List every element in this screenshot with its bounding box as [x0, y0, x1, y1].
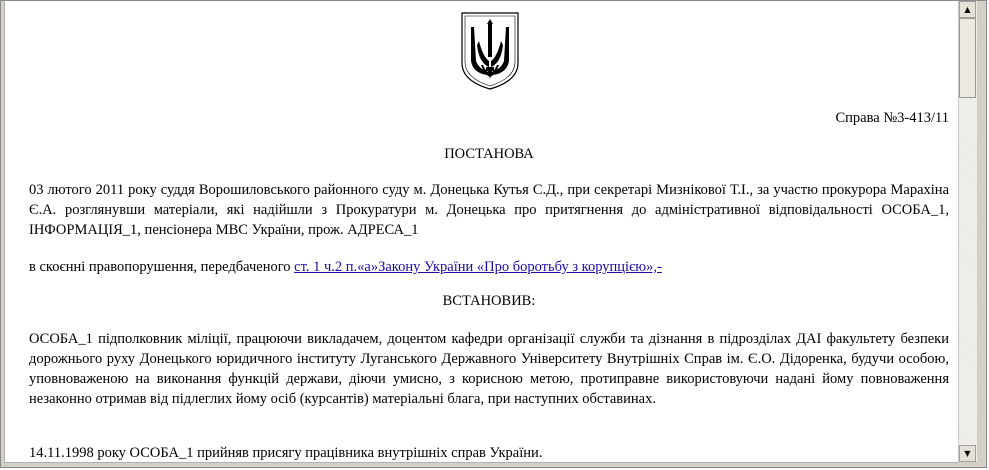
document-viewport[interactable] — [4, 1, 958, 463]
section-title-established: ВСТАНОВИВ: — [442, 293, 536, 309]
case-number: Справа №3-413/11 — [835, 110, 949, 126]
scrollbar-thumb[interactable] — [959, 18, 976, 98]
paragraph-offense-text: в скоєнні правопорушення, передбаченого — [29, 259, 295, 275]
paragraph-oath: 14.11.1998 року ОСОБА_1 прийняв присягу працівника внутрішніх справ України. — [29, 445, 543, 461]
document-title: ПОСТАНОВА — [444, 146, 534, 162]
arrow-up-icon[interactable]: ▲ — [959, 1, 976, 18]
coat-of-arms-icon — [459, 11, 521, 91]
paragraph-offense — [29, 257, 949, 277]
paragraph-intro: 03 лютого 2011 року суддя Ворошиловського районного суду м. Донецька Кутья С.Д., при секретарі Мизнікової Т.І., за участю прокурора Марахіна Є.А. розглянувши матеріали, які надійшли з Прокуратури м. Донецька про притягнення до адміністративної відповідальності ОСОБА_1, ІНФОРМАЦІЯ_1, пенсіонера МВС України, прож. АДРЕСА_1 — [29, 182, 949, 238]
law-reference-link[interactable]: ст. 1 ч.2 п.«а»Закону України «Про боротьбу з корупцією»,- — [294, 259, 662, 275]
vertical-scrollbar[interactable] — [958, 1, 977, 462]
paragraph-facts: ОСОБА_1 підполковник міліції, працюючи викладачем, доцентом кафедри організації служби та дізнання в підрозділах ДАІ факультету безпеки дорожнього руху Донецького юридичного інституту Луганського Державного Університету Внутрішніх Справ ім. Є.О. Дідоренка, будучи особою, уповноваженою на виконання функцій держави, діючи умисно, з корисною метою, протиправне використовуючи надані йому повноваження незаконно отримав від підлеглих йому осіб (курсантів) матеріальні блага, при наступних обставинах. — [29, 331, 949, 407]
arrow-down-icon[interactable]: ▼ — [959, 445, 976, 462]
